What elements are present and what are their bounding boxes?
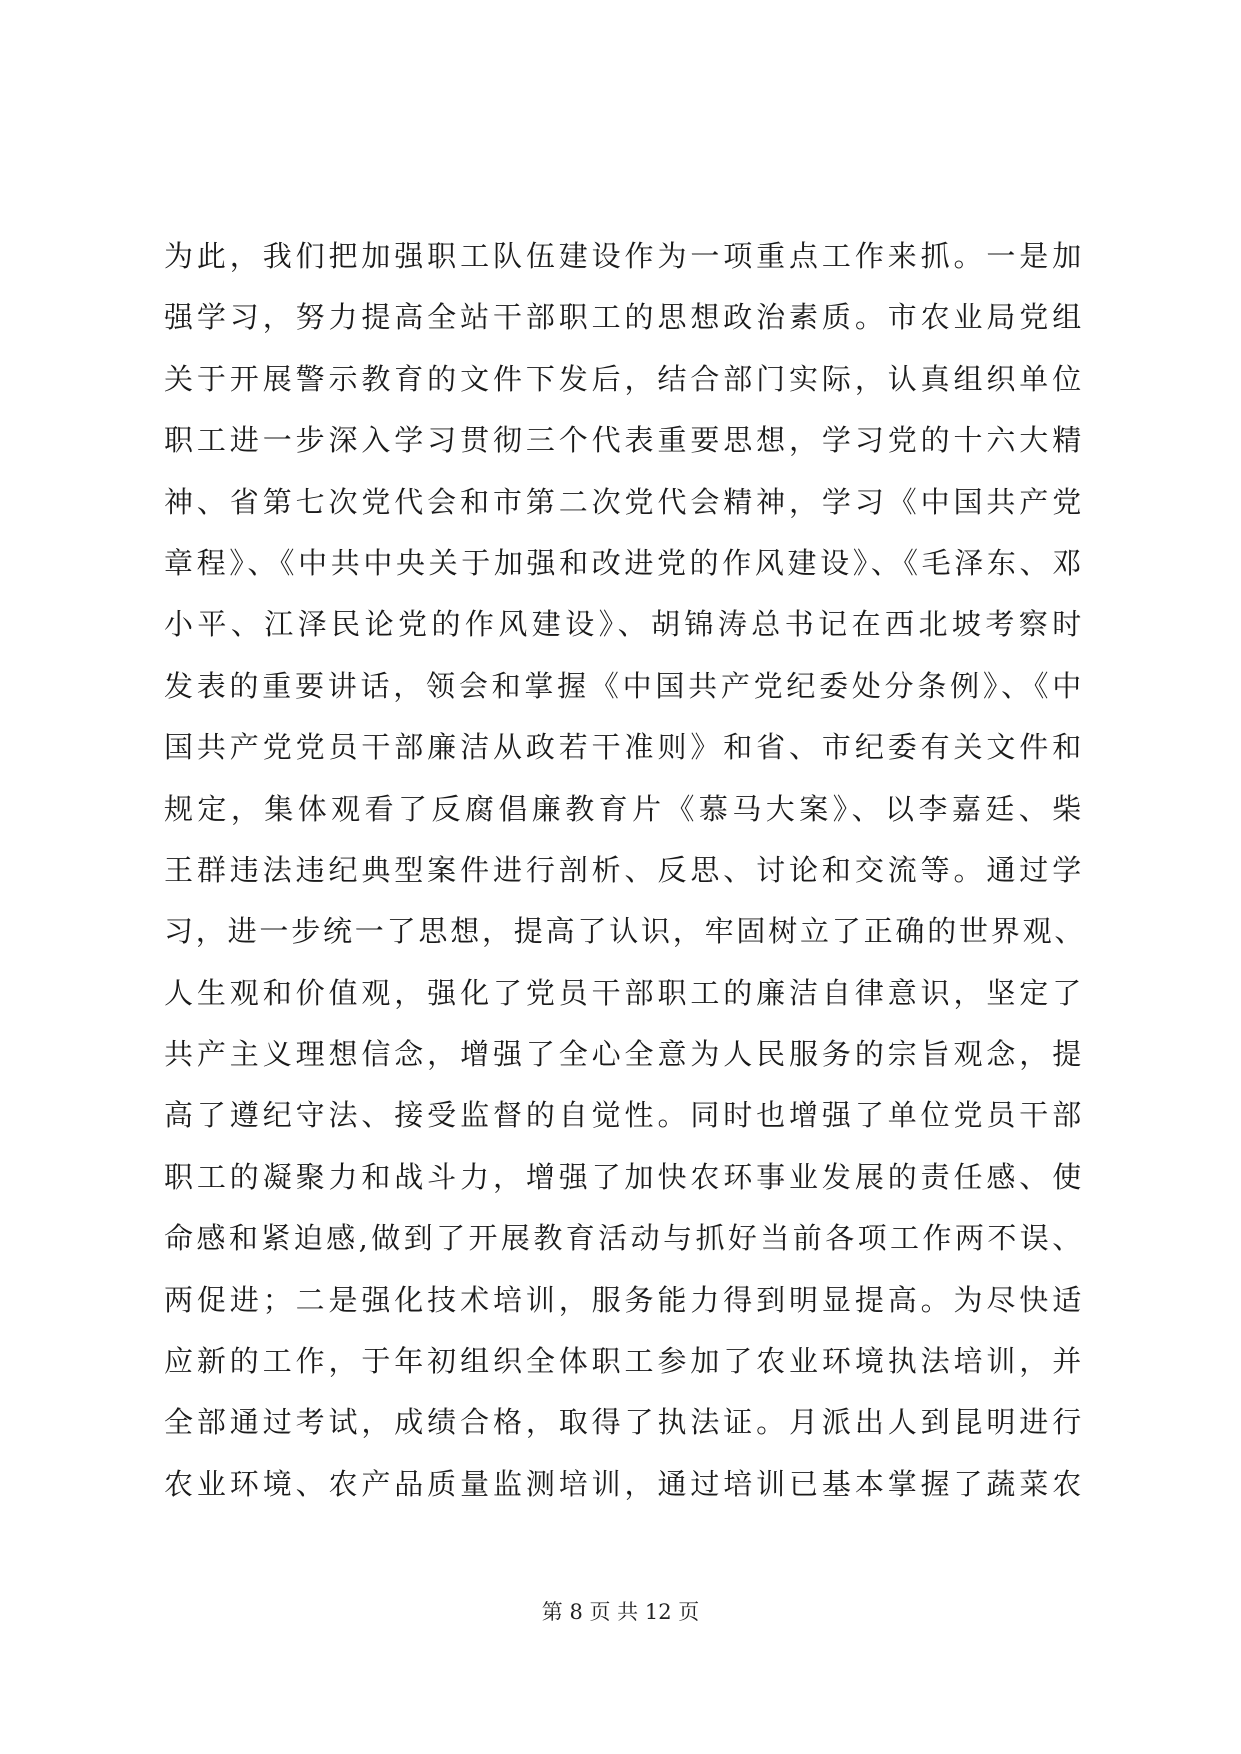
text-line-12: 习，进一步统一了思想，提高了认识，牢固树立了正确的世界观、 bbox=[164, 914, 1087, 949]
text-line-15: 高了遵纪守法、接受监督的自觉性。同时也增强了单位党员干部 bbox=[164, 1098, 1084, 1133]
body-text bbox=[164, 226, 1087, 1515]
text-line-18: 两促进；二是强化技术培训，服务能力得到明显提高。为尽快适 bbox=[164, 1282, 1084, 1317]
text-line-11: 王群违法违纪典型案件进行剖析、反思、讨论和交流等。通过学 bbox=[164, 852, 1084, 887]
text-line-1: 为此，我们把加强职工队伍建设作为一项重点工作来抓。一是加 bbox=[164, 239, 1084, 273]
text-line-17: 命感和紧迫感,做到了开展教育活动与抓好当前各项工作两不误、 bbox=[164, 1221, 1084, 1256]
text-line-5: 神、省第七次党代会和市第二次党代会精神，学习《中国共产党 bbox=[164, 484, 1084, 519]
text-line-16: 职工的凝聚力和战斗力，增强了加快农环事业发展的责任感、使 bbox=[164, 1159, 1084, 1194]
page-footer: 第 8 页 共 12 页 bbox=[541, 1600, 700, 1624]
text-line-10: 规定，集体观看了反腐倡廉教育片《慕马大案》、以李嘉廷、柴 bbox=[164, 791, 1084, 826]
text-line-2: 强学习，努力提高全站干部职工的思想政治素质。市农业局党组 bbox=[164, 300, 1084, 335]
text-line-9: 国共产党党员干部廉洁从政若干准则》和省、市纪委有关文件和 bbox=[164, 730, 1084, 765]
text-line-21: 农业环境、农产品质量监测培训，通过培训已基本掌握了蔬菜农 bbox=[164, 1466, 1084, 1501]
text-line-4: 职工进一步深入学习贯彻三个代表重要思想，学习党的十六大精 bbox=[164, 423, 1084, 458]
text-line-8: 发表的重要讲话，领会和掌握《中国共产党纪委处分条例》、《中 bbox=[164, 668, 1084, 703]
text-line-6: 章程》、《中共中央关于加强和改进党的作风建设》、《毛泽东、邓 bbox=[164, 545, 1084, 580]
text-line-20: 全部通过考试，成绩合格，取得了执法证。月派出人到昆明进行 bbox=[164, 1405, 1084, 1440]
text-line-14: 共产主义理想信念，增强了全心全意为人民服务的宗旨观念，提 bbox=[164, 1037, 1084, 1072]
text-line-13: 人生观和价值观，强化了党员干部职工的廉洁自律意识，坚定了 bbox=[164, 975, 1084, 1010]
text-line-7: 小平、江泽民论党的作风建设》、胡锦涛总书记在西北坡考察时 bbox=[164, 607, 1084, 642]
text-line-19: 应新的工作，于年初组织全体职工参加了农业环境执法培训，并 bbox=[164, 1344, 1084, 1379]
text-line-3: 关于开展警示教育的文件下发后，结合部门实际，认真组织单位 bbox=[164, 361, 1084, 396]
